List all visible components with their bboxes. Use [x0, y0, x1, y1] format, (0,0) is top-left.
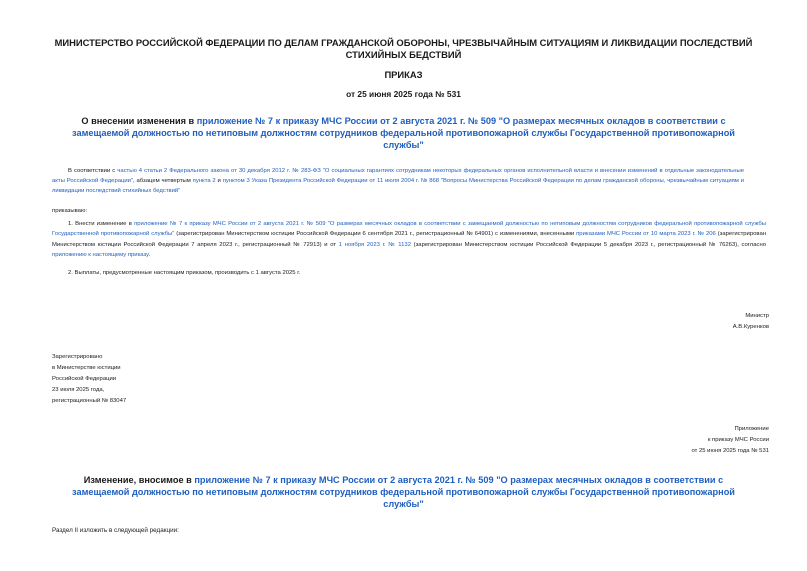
- section-instruction: Раздел II изложить в следующей редакции:: [52, 527, 179, 534]
- document-date: от 25 июня 2025 года № 531: [346, 89, 461, 99]
- item1-text-3: (зарегистрирован Министерством юстиции Российской Федерации 7 апреля 2023 г., регистрационный № 72913) и от: [52, 231, 766, 248]
- change-title: [58, 474, 749, 510]
- registration-line-1: Зарегистрировано: [52, 354, 103, 360]
- document-title: [58, 115, 749, 151]
- federal-law-link[interactable]: частью 4 статьи 2 Федерального закона от 30 декабря 2012 г. № 283-ФЗ "О социальных гарантиях сотрудникам некоторых федеральных органов исполнительной власти и внесении изменений в отдельные законодательные акты Российской Федерации": [52, 168, 744, 184]
- signature-block: [733, 311, 769, 333]
- preamble-text-2: , абзацем четвертым: [133, 178, 193, 184]
- registration-line-5: регистрационный № 83047: [52, 398, 127, 404]
- registration-block: [52, 352, 126, 407]
- appendix-to-order-link[interactable]: приложению к настоящему приказу: [52, 252, 149, 259]
- preamble-text-3: и: [215, 178, 223, 184]
- presidential-decree-link[interactable]: пунктом 3 Указа Президента Российской Федерации от 11 июля 2004 г. № 868 "Вопросы Министерства Российской Федерации по делам гражданской обороны, чрезвычайным ситуациям и ликвидации последствий стихийных бедствий": [52, 178, 744, 194]
- point-2-link[interactable]: пункта 2: [192, 178, 216, 184]
- registration-line-2: в Министерстве юстиции: [52, 365, 121, 371]
- appendix-line-3: от 25 июня 2025 года № 531: [691, 448, 769, 454]
- item1-text-4: (зарегистрирован Министерством юстиции Российской Федерации 5 декабря 2023 г., регистрационный № 76263), согласно: [410, 241, 766, 248]
- item-1-paragraph: [52, 219, 766, 261]
- orders-march-2023-link[interactable]: приказами МЧС России от 10 марта 2023 г. № 206: [576, 231, 716, 238]
- title-link[interactable]: приложение № 7 к приказу МЧС России от 2 августа 2021 г. № 509 "О размерах месячных окладов в соответствии с замещаемой должностью по нетиповым должностям сотрудников федеральной противопожарной службы Государственной противопожарной службы": [72, 116, 735, 150]
- appendix-block: [692, 424, 770, 457]
- appendix-7-link[interactable]: приложение № 7 к приказу МЧС России от 2 августа 2021 г. № 509 "О размерах месячных окладов в соответствии с замещаемой должностью по нетиповым должностям сотрудников федеральной противопожарной службы Государственной противопожарной службы": [52, 221, 766, 238]
- registration-line-3: Российской Федерации: [52, 376, 117, 382]
- registration-line-4: 23 июля 2025 года,: [52, 387, 105, 393]
- change-title-link[interactable]: приложение № 7 к приказу МЧС России от 2 августа 2021 г. № 509 "О размерах месячных окладов в соответствии с замещаемой должностью по нетиповым должностям сотрудников федеральной противопожарной службы Государственной противопожарной службы": [72, 475, 735, 509]
- item1-text-2: (зарегистрирован Министерством юстиции Российской Федерации 6 сентября 2021 г., регистрационный № 64901) с изменениями, внесенными: [174, 231, 577, 238]
- item1-text-1: 1. Внести изменение в: [68, 221, 135, 227]
- document-type: ПРИКАЗ: [384, 69, 423, 80]
- order-word: приказываю:: [52, 208, 88, 214]
- preamble-text-1: В соответствии с: [68, 168, 118, 174]
- preamble-paragraph: [52, 166, 744, 196]
- title-prefix: О внесении изменения в: [81, 116, 197, 126]
- appendix-line-1: Приложение: [734, 426, 769, 432]
- item-2-paragraph: 2. Выплаты, предусмотренные настоящим приказом, производить с 1 августа 2025 г.: [68, 270, 301, 276]
- signature-position: Министр: [745, 313, 769, 319]
- signature-name: А.В.Куренков: [732, 324, 769, 330]
- ministry-header: МИНИСТЕРСТВО РОССИЙСКОЙ ФЕДЕРАЦИИ ПО ДЕЛАМ ГРАЖДАНСКОЙ ОБОРОНЫ, ЧРЕЗВЫЧАЙНЫМ СИТУАЦИЯМ И ЛИКВИДАЦИИ ПОСЛЕДСТВИЙ СТИХИЙНЫХ БЕДСТВИЙ: [54, 37, 753, 60]
- change-title-prefix: Изменение, вносимое в: [83, 475, 195, 485]
- item1-text-5: .: [148, 252, 151, 259]
- order-november-2023-link[interactable]: 1 ноября 2023 г. № 1132: [338, 241, 411, 248]
- appendix-line-2: к приказу МЧС России: [707, 437, 769, 443]
